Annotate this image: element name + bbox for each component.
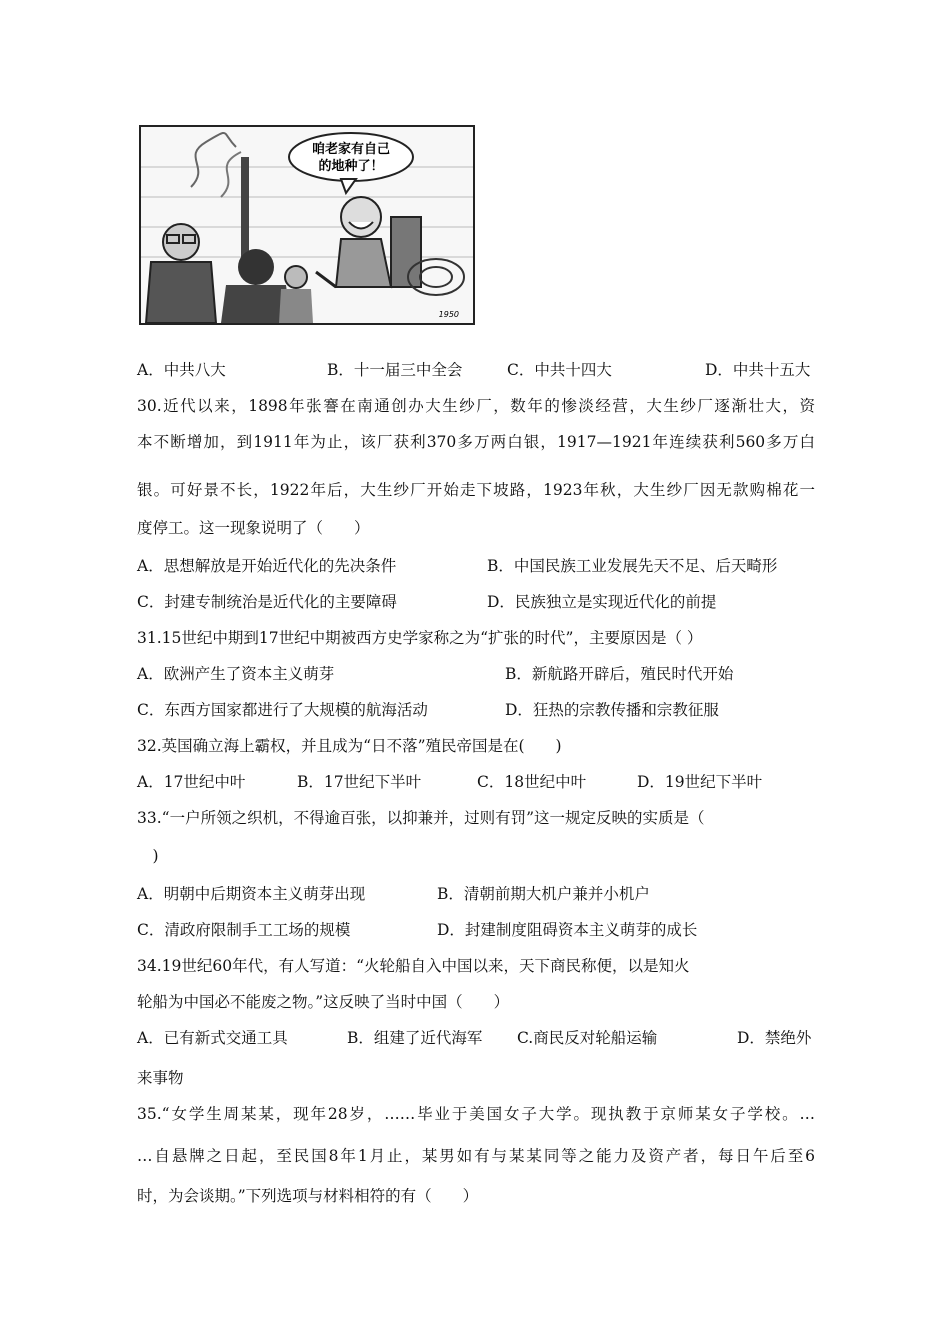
q30-option-a: A．思想解放是开始近代化的先决条件 xyxy=(137,557,397,575)
q33-option-a: A．明朝中后期资本主义萌芽出现 xyxy=(137,885,366,903)
q30-stem-line-4: 度停工。这一现象说明了（ ） xyxy=(137,519,370,537)
q33-stem-line-2: ) xyxy=(137,847,159,865)
q31-stem: 31.15世纪中期到17世纪中期被西方史学家称之为“扩张的时代”，主要原因是（ ） xyxy=(137,629,703,647)
q29-option-a: A．中共八大 xyxy=(137,361,226,379)
q35-stem-line-1: 35.“女学生周某某，现年28岁，……毕业于美国女子大学。现执教于京师某女子学校。… xyxy=(137,1105,815,1123)
q30-stem-line-2: 本不断增加，到1911年为止，该厂获利370多万两白银，1917—1921年连续获利560多万白 xyxy=(137,433,815,451)
q31-option-b: B．新航路开辟后，殖民时代开始 xyxy=(505,665,734,683)
q30-option-c: C．封建专制统治是近代化的主要障碍 xyxy=(137,593,397,611)
q34-stem-line-1: 34.19世纪60年代，有人写道：“火轮船自入中国以来，天下商民称便，以是知火 xyxy=(137,957,690,975)
q30-option-d: D．民族独立是实现近代化的前提 xyxy=(487,593,717,611)
q31-option-d: D．狂热的宗教传播和宗教征服 xyxy=(505,701,719,719)
q33-option-c: C．清政府限制手工工场的规模 xyxy=(137,921,351,939)
q32-option-c: C．18世纪中叶 xyxy=(477,773,587,791)
cartoon-image xyxy=(139,125,475,325)
q34-stem-line-2: 轮船为中国必不能废之物。”这反映了当时中国（ ） xyxy=(137,993,510,1011)
q34-option-d: D．禁绝外 xyxy=(737,1029,812,1047)
q31-option-a: A．欧洲产生了资本主义萌芽 xyxy=(137,665,335,683)
q33-option-b: B．清朝前期大机户兼并小机户 xyxy=(437,885,650,903)
q32-option-b: B．17世纪下半叶 xyxy=(297,773,422,791)
q33-stem-line-1: 33.“一户所领之织机，不得逾百张，以抑兼并，过则有罚”这一规定反映的实质是（ xyxy=(137,809,705,827)
speech-line-2: 的地种了！ xyxy=(318,159,384,174)
q29-option-c: C．中共十四大 xyxy=(507,361,612,379)
speech-line-1: 咱老家有自己 xyxy=(311,142,391,157)
q30-stem-line-3: 银。可好景不长，1922年后，大生纱厂开始走下坡路，1923年秋，大生纱厂因无款购棉花一 xyxy=(137,481,815,499)
q33-option-d: D．封建制度阻碍资本主义萌芽的成长 xyxy=(437,921,698,939)
q32-option-a: A．17世纪中叶 xyxy=(137,773,246,791)
q35-stem-line-2: …自悬牌之日起，至民国8年1月止，某男如有与某某同等之能力及资产者，每日午后至6 xyxy=(137,1147,815,1165)
q34-option-a: A．已有新式交通工具 xyxy=(137,1029,288,1047)
q34-option-b: B．组建了近代海军 xyxy=(347,1029,483,1047)
q30-stem-line-1: 30.近代以来，1898年张謇在南通创办大生纱厂，数年的惨淡经营，大生纱厂逐渐壮大，资 xyxy=(137,397,815,415)
q34-option-d-wrap: 来事物 xyxy=(137,1069,184,1087)
q31-option-c: C．东西方国家都进行了大规模的航海活动 xyxy=(137,701,428,719)
q29-option-b: B．十一届三中全会 xyxy=(327,361,463,379)
q32-stem: 32.英国确立海上霸权，并且成为“日不落”殖民帝国是在( ) xyxy=(137,737,562,755)
q34-option-c: C.商民反对轮船运输 xyxy=(517,1029,658,1047)
cartoon-drawing xyxy=(141,127,473,323)
q30-option-b: B．中国民族工业发展先天不足、后天畸形 xyxy=(487,557,778,575)
q32-option-d: D．19世纪下半叶 xyxy=(637,773,763,791)
q29-option-d: D．中共十五大 xyxy=(705,361,811,379)
q35-stem-line-3: 时，为会谈期。”下列选项与材料相符的有（ ） xyxy=(137,1187,479,1205)
cartoon-date-mark: 1950 xyxy=(438,310,459,319)
